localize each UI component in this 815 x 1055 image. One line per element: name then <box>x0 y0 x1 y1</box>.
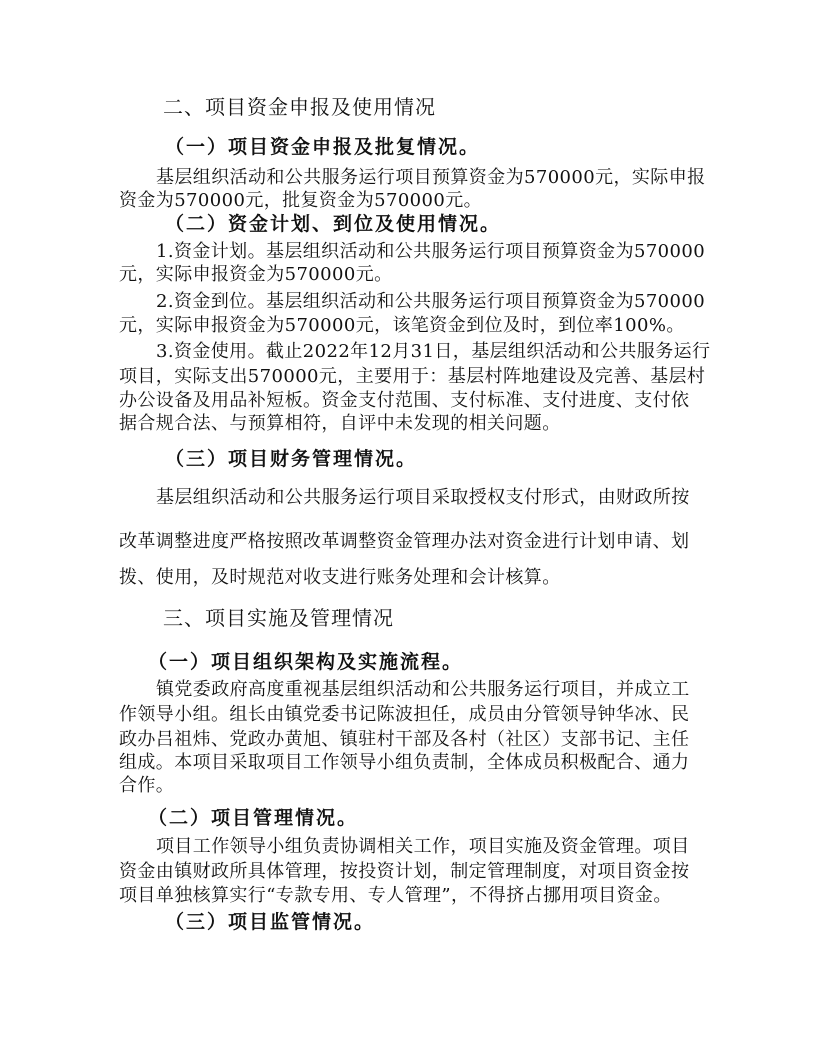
section-heading: 二、项目资金申报及使用情况 <box>163 95 436 119</box>
paragraph-line: 项目单独核算实行“专款专用、专人管理”，不得挤占挪用项目资金。 <box>119 885 672 906</box>
paragraph-line: 政办吕祖炜、党政办黄旭、镇驻村干部及各村（社区）支部书记、主任 <box>119 729 690 750</box>
paragraph-line: 拨、使用，及时规范对收支进行账务处理和会计核算。 <box>119 567 561 588</box>
subsection-heading: （三）项目监管情况。 <box>165 911 376 933</box>
paragraph-line: 1.资金计划。基层组织活动和公共服务运行项目预算资金为570000 <box>156 241 706 262</box>
paragraph-line: 合作。 <box>119 775 175 796</box>
subsection-heading: （二）资金计划、到位及使用情况。 <box>165 213 502 235</box>
subsection-heading: （一）项目资金申报及批复情况。 <box>165 136 481 158</box>
subsection-heading: （二）项目管理情况。 <box>148 807 359 829</box>
paragraph-line: 改革调整进度严格按照改革调整资金管理办法对资金进行计划申请、划 <box>119 531 690 552</box>
paragraph-line: 镇党委政府高度重视基层组织活动和公共服务运行项目，并成立工 <box>156 679 690 700</box>
paragraph-line: 办公设备及用品补短板。资金支付范围、支付标准、支付进度、支付依 <box>119 390 690 411</box>
paragraph-line: 2.资金到位。基层组织活动和公共服务运行项目预算资金为570000 <box>156 291 706 312</box>
paragraph-line: 基层组织活动和公共服务运行项目采取授权支付形式，由财政所按 <box>156 487 690 508</box>
paragraph-line: 资金为570000元，批复资金为570000元。 <box>119 190 483 211</box>
paragraph-line: 项目工作领导小组负责协调相关工作，项目实施及资金管理。项目 <box>156 836 690 857</box>
paragraph-line: 作领导小组。组长由镇党委书记陈波担任，成员由分管领导钟华冰、民 <box>119 704 690 725</box>
section-heading: 三、项目实施及管理情况 <box>163 606 394 630</box>
subsection-heading: （三）项目财务管理情况。 <box>165 448 418 470</box>
paragraph-line: 基层组织活动和公共服务运行项目预算资金为570000元，实际申报 <box>156 167 706 188</box>
paragraph-line: 据合规合法、与预算相符，自评中未发现的相关问题。 <box>119 413 561 434</box>
paragraph-line: 元，实际申报资金为570000元。 <box>119 264 393 285</box>
paragraph-line: 3.资金使用。截止2022年12月31日，基层组织活动和公共服务运行 <box>156 341 711 362</box>
subsection-heading: （一）项目组织架构及实施流程。 <box>148 651 464 673</box>
paragraph-line: 元，实际申报资金为570000元，该笔资金到位及时，到位率100%。 <box>119 315 685 336</box>
paragraph-line: 资金由镇财政所具体管理，按投资计划，制定管理制度，对项目资金按 <box>119 861 690 882</box>
paragraph-line: 项目，实际支出570000元，主要用于：基层村阵地建设及完善、基层村 <box>119 366 706 387</box>
paragraph-line: 组成。本项目采取项目工作领导小组负责制，全体成员积极配合、通力 <box>119 752 690 773</box>
